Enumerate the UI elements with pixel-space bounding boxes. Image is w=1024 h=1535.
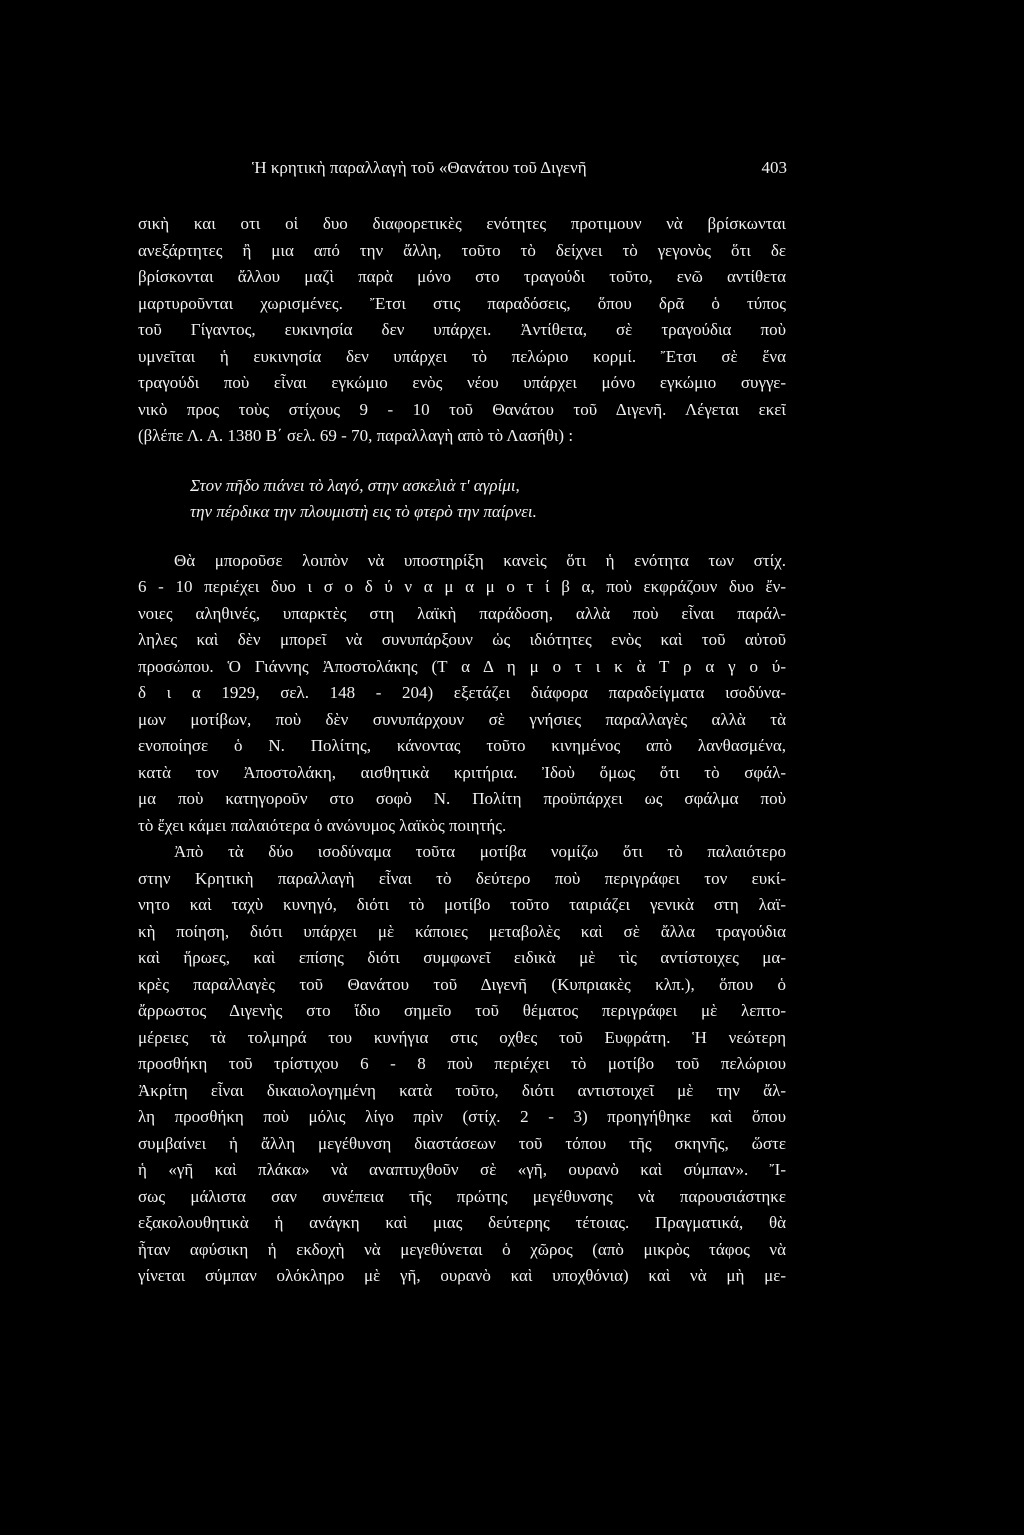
text-line: νητο καὶ ταχὺ κυνηγό, διότι τὸ μοτίβο τοῦτο ταιριάζει γενικὰ στη λαϊ-	[138, 895, 786, 914]
running-header	[252, 156, 787, 180]
text-line: κρὲς παραλλαγὲς τοῦ Θανάτου τοῦ Διγενῆ (Κυπριακὲς κλπ.), ὅπου ὁ	[138, 975, 786, 994]
text-line: τοῦ Γίγαντος, ευκινησία δεν υπάρχει. Ἀντίθετα, σὲ τραγούδια ποὺ	[138, 320, 786, 339]
text-line: προσθήκη τοῦ τρίστιχου 6 - 8 ποὺ περιέχει τὸ μοτίβο τοῦ πελώριου	[138, 1054, 786, 1073]
text-line: ἦταν αφύσικη ἡ εκδοχὴ νὰ μεγεθύνεται ὁ χῶρος (απὸ μικρὸς τάφος νὰ	[138, 1240, 786, 1259]
text-line: κατὰ τον Ἀποστολάκη, αισθητικὰ κριτήρια. Ἰδοὺ ὅμως ὅτι τὸ σφάλ-	[138, 763, 786, 782]
text-line: ἡ «γῆ καὶ πλάκα» νὰ αναπτυχθοῦν σὲ «γῆ, ουρανὸ καὶ σύμπαν». Ἴ-	[138, 1160, 786, 1179]
text-line: εξακολουθητικὰ ἡ ανάγκη καὶ μιας δεύτερης τέτοιας. Πραγματικά, θὰ	[138, 1213, 786, 1232]
running-title: Ἡ κρητικὴ παραλλαγὴ τοῦ «Θανάτου τοῦ Διγενῆ	[252, 158, 587, 177]
text-line: σως μάλιστα σαν συνέπεια τῆς πρώτης μεγέθυνσης νὰ παρουσιάστηκε	[138, 1187, 786, 1206]
text-line: μέρειες τὰ τολμηρά του κυνήγια στις οχθες τοῦ Ευφράτη. Ἡ νεώτερη	[138, 1028, 786, 1047]
text-line: Θὰ μποροῦσε λοιπὸν νὰ υποστηρίξη κανεὶς ὅτι ἡ ενότητα των στίχ.	[174, 551, 786, 570]
text-line: καὶ ἥρωες, καὶ επίσης διότι συμφωνεῖ ειδικὰ μὲ τὶς αντίστοιχες μα-	[138, 948, 786, 967]
text-line: τραγούδι ποὺ εἶναι εγκώμιο ενὸς νέου υπάρχει μόνο εγκώμιο συγγε-	[138, 373, 786, 392]
text-line: Ἀπὸ τὰ δύο ισοδύναμα τοῦτα μοτίβα νομίζω ὅτι τὸ παλαιότερο	[174, 842, 786, 861]
text-line: βρίσκονται ἄλλου μαζὶ παρὰ μόνο στο τραγούδι τοῦτο, ενῶ αντίθετα	[138, 267, 786, 286]
verse-line: την πέρδικα την πλουμιστὴ εις τὸ φτερὸ την παίρνει.	[190, 502, 537, 521]
text-line: (βλέπε Λ. Α. 1380 Β΄ σελ. 69 - 70, παραλλαγὴ απὸ τὸ Λασήθι) :	[138, 426, 574, 445]
text-line: στην Κρητικὴ παραλλαγὴ εἶναι τὸ δεύτερο ποὺ περιγράφει τον ευκί-	[138, 869, 786, 888]
text-line: τὸ ἔχει κάμει παλαιότερα ὁ ανώνυμος λαϊκὸς ποιητής.	[138, 816, 507, 835]
text-line: δ ι α 1929, σελ. 148 - 204) εξετάζει διάφορα παραδείγματα ισοδύνα-	[138, 683, 786, 702]
text-line: γίνεται σύμπαν ολόκληρο μὲ γῆ, ουρανὸ καὶ υποχθόνια) καὶ νὰ μὴ με-	[138, 1266, 786, 1285]
text-line: νικὸ προς τοὺς στίχους 9 - 10 τοῦ Θανάτου τοῦ Διγενῆ. Λέγεται εκεῖ	[138, 400, 786, 419]
text-line: μαρτυροῦνται χωρισμένες. Ἔτσι στις παραδόσεις, ὅπου δρᾶ ὁ τύπος	[138, 294, 786, 313]
text-line: σικὴ και οτι οἱ δυο διαφορετικὲς ενότητες προτιμουν νὰ βρίσκωνται	[138, 214, 786, 233]
text-line: νοιες αληθινές, υπαρκτὲς στη λαϊκὴ παράδοση, αλλὰ ποὺ εἶναι παράλ-	[138, 604, 786, 623]
verse-line: Στον πῆδο πιάνει τὸ λαγό, στην ασκελιὰ τ' αγρίμι,	[190, 476, 520, 495]
text-line: λη προσθήκη ποὺ μόλις λίγο πρὶν (στίχ. 2 - 3) προηγήθηκε καὶ ὅπου	[138, 1107, 786, 1126]
text-line: ληλες καὶ δὲν μπορεῖ νὰ συνυπάρξουν ὡς ιδιότητες ενὸς καὶ τοῦ αὐτοῦ	[138, 630, 786, 649]
text-line: ανεξάρτητες ἢ μια από την ἄλλη, τοῦτο τὸ δείχνει τὸ γεγονὸς ὅτι δε	[138, 241, 786, 260]
page-number: 403	[761, 158, 787, 177]
text-line: μα ποὺ κατηγοροῦν στο σοφὸ Ν. Πολίτη προϋπάρχει ως σφάλμα ποὺ	[138, 789, 786, 808]
text-line: μων μοτίβων, ποὺ δὲν συνυπάρχουν σὲ γνήσιες παραλλαγὲς αλλὰ τὰ	[138, 710, 786, 729]
text-line: Ἀκρίτη εἶναι δικαιολογημένη κατὰ τοῦτο, διότι αντιστοιχεῖ μὲ την ἄλ-	[138, 1081, 786, 1100]
text-line: συμβαίνει ἡ ἄλλη μεγέθυνση διαστάσεων τοῦ τόπου τῆς σκηνῆς, ὥστε	[138, 1134, 786, 1153]
text-line: κὴ ποίηση, διότι υπάρχει μὲ κάποιες μεταβολὲς καὶ σὲ ἄλλα τραγούδια	[138, 922, 786, 941]
text-line: ενοποίησε ὁ Ν. Πολίτης, κάνοντας τοῦτο κινημένος απὸ λανθασμένα,	[138, 736, 786, 755]
text-line: προσώπου. Ὁ Γιάννης Ἀποστολάκης (Τ α Δ η μ ο τ ι κ ὰ Τ ρ α γ ο ύ-	[138, 657, 786, 676]
text-line: υμνεῖται ἡ ευκινησία δεν υπάρχει τὸ πελώριο κορμί. Ἔτσι σὲ ἕνα	[138, 347, 786, 366]
text-line: 6 - 10 περιέχει δυο ι σ ο δ ύ ν α μ α μ ο τ ί β α, ποὺ εκφράζουν δυο ἔν-	[138, 577, 786, 596]
text-line: ἄρρωστος Διγενὴς στο ἴδιο σημεῖο τοῦ θέματος περιγράφει μὲ λεπτο-	[138, 1001, 786, 1020]
